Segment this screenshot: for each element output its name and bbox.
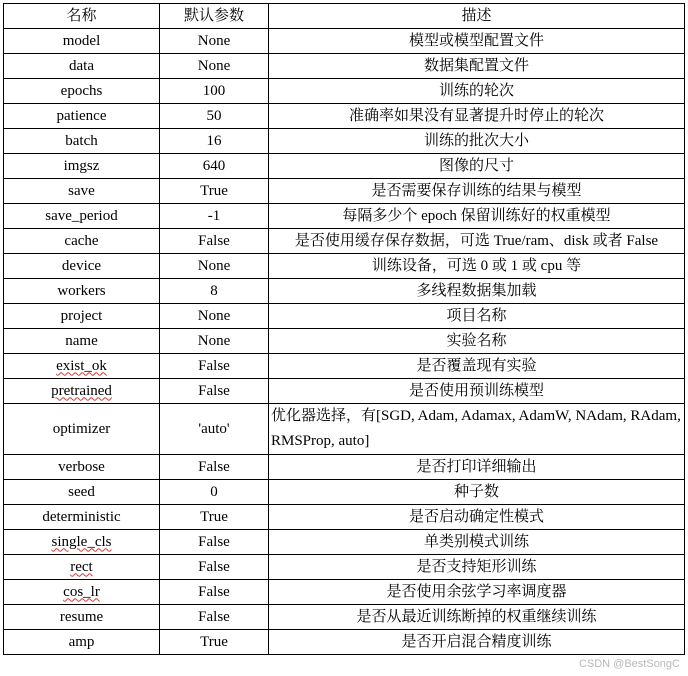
param-description: 是否覆盖现有实验 (269, 354, 685, 379)
param-name: cos_lr (4, 580, 160, 605)
param-name: deterministic (4, 505, 160, 530)
param-name: exist_ok (4, 354, 160, 379)
param-description: 种子数 (269, 480, 685, 505)
param-description: 实验名称 (269, 329, 685, 354)
table-row (4, 304, 685, 329)
param-default: False (160, 605, 269, 630)
parameters-table (3, 3, 685, 655)
param-default: -1 (160, 204, 269, 229)
table-row (4, 630, 685, 655)
param-description: 是否支持矩形训练 (269, 555, 685, 580)
table-row (4, 29, 685, 54)
param-description: 每隔多少个 epoch 保留训练好的权重模型 (269, 204, 685, 229)
param-description: 是否需要保存训练的结果与模型 (269, 179, 685, 204)
table-row (4, 505, 685, 530)
watermark: CSDN @BestSongC (578, 658, 680, 670)
param-name: save (4, 179, 160, 204)
param-name: project (4, 304, 160, 329)
param-default: None (160, 304, 269, 329)
param-description: 数据集配置文件 (269, 54, 685, 79)
table-row (4, 329, 685, 354)
table-row (4, 555, 685, 580)
param-name: model (4, 29, 160, 54)
param-description: 是否使用余弦学习率调度器 (269, 580, 685, 605)
param-default: 8 (160, 279, 269, 304)
param-description: 是否开启混合精度训练 (269, 630, 685, 655)
table-row (4, 254, 685, 279)
param-name: pretrained (4, 379, 160, 404)
param-default: False (160, 455, 269, 480)
param-name: imgsz (4, 154, 160, 179)
table-row (4, 404, 685, 455)
param-name: verbose (4, 455, 160, 480)
param-name: data (4, 54, 160, 79)
param-default: 50 (160, 104, 269, 129)
param-name: device (4, 254, 160, 279)
table-row (4, 455, 685, 480)
param-name: epochs (4, 79, 160, 104)
param-name: single_cls (4, 530, 160, 555)
param-default: 'auto' (160, 404, 269, 455)
param-description: 是否打印详细输出 (269, 455, 685, 480)
table-row (4, 279, 685, 304)
param-name: save_period (4, 204, 160, 229)
param-default: False (160, 379, 269, 404)
table-row (4, 104, 685, 129)
table-row (4, 229, 685, 254)
param-description: 图像的尺寸 (269, 154, 685, 179)
param-default: True (160, 505, 269, 530)
param-default: 0 (160, 480, 269, 505)
param-default: True (160, 179, 269, 204)
table-row (4, 605, 685, 630)
param-description: 是否使用缓存保存数据，可选 True/ram、disk 或者 False (269, 229, 685, 254)
param-default: False (160, 580, 269, 605)
param-name: cache (4, 229, 160, 254)
param-default: False (160, 530, 269, 555)
param-name: optimizer (4, 404, 160, 455)
param-default: 16 (160, 129, 269, 154)
param-default: False (160, 354, 269, 379)
param-default: None (160, 54, 269, 79)
param-description: 是否启动确定性模式 (269, 505, 685, 530)
param-default: None (160, 254, 269, 279)
param-name: name (4, 329, 160, 354)
param-default: False (160, 229, 269, 254)
param-description: 是否从最近训练断掉的权重继续训练 (269, 605, 685, 630)
table-row (4, 379, 685, 404)
param-description: 模型或模型配置文件 (269, 29, 685, 54)
header-description: 描述 (269, 4, 685, 29)
table-row (4, 154, 685, 179)
table-row (4, 580, 685, 605)
param-description: 准确率如果没有显著提升时停止的轮次 (269, 104, 685, 129)
param-description: 是否使用预训练模型 (269, 379, 685, 404)
param-name: amp (4, 630, 160, 655)
param-description: 训练的批次大小 (269, 129, 685, 154)
param-description: 训练的轮次 (269, 79, 685, 104)
header-name: 名称 (4, 4, 160, 29)
param-default: 100 (160, 79, 269, 104)
table-row (4, 179, 685, 204)
param-name: rect (4, 555, 160, 580)
header-default: 默认参数 (160, 4, 269, 29)
table-row (4, 530, 685, 555)
param-description: 优化器选择，有[SGD, Adam, Adamax, AdamW, NAdam, RAdam, RMSProp, auto] (269, 404, 685, 455)
param-default: 640 (160, 154, 269, 179)
param-name: seed (4, 480, 160, 505)
param-description: 项目名称 (269, 304, 685, 329)
param-description: 多线程数据集加载 (269, 279, 685, 304)
param-name: resume (4, 605, 160, 630)
param-name: patience (4, 104, 160, 129)
table-row (4, 480, 685, 505)
table-row (4, 79, 685, 104)
table-row (4, 129, 685, 154)
table-row (4, 354, 685, 379)
param-default: True (160, 630, 269, 655)
param-description: 训练设备，可选 0 或 1 或 cpu 等 (269, 254, 685, 279)
param-description: 单类别模式训练 (269, 530, 685, 555)
param-name: batch (4, 129, 160, 154)
param-name: workers (4, 279, 160, 304)
header-row (4, 4, 685, 29)
param-default: None (160, 329, 269, 354)
param-default: None (160, 29, 269, 54)
table-row (4, 204, 685, 229)
table-row (4, 54, 685, 79)
param-default: False (160, 555, 269, 580)
